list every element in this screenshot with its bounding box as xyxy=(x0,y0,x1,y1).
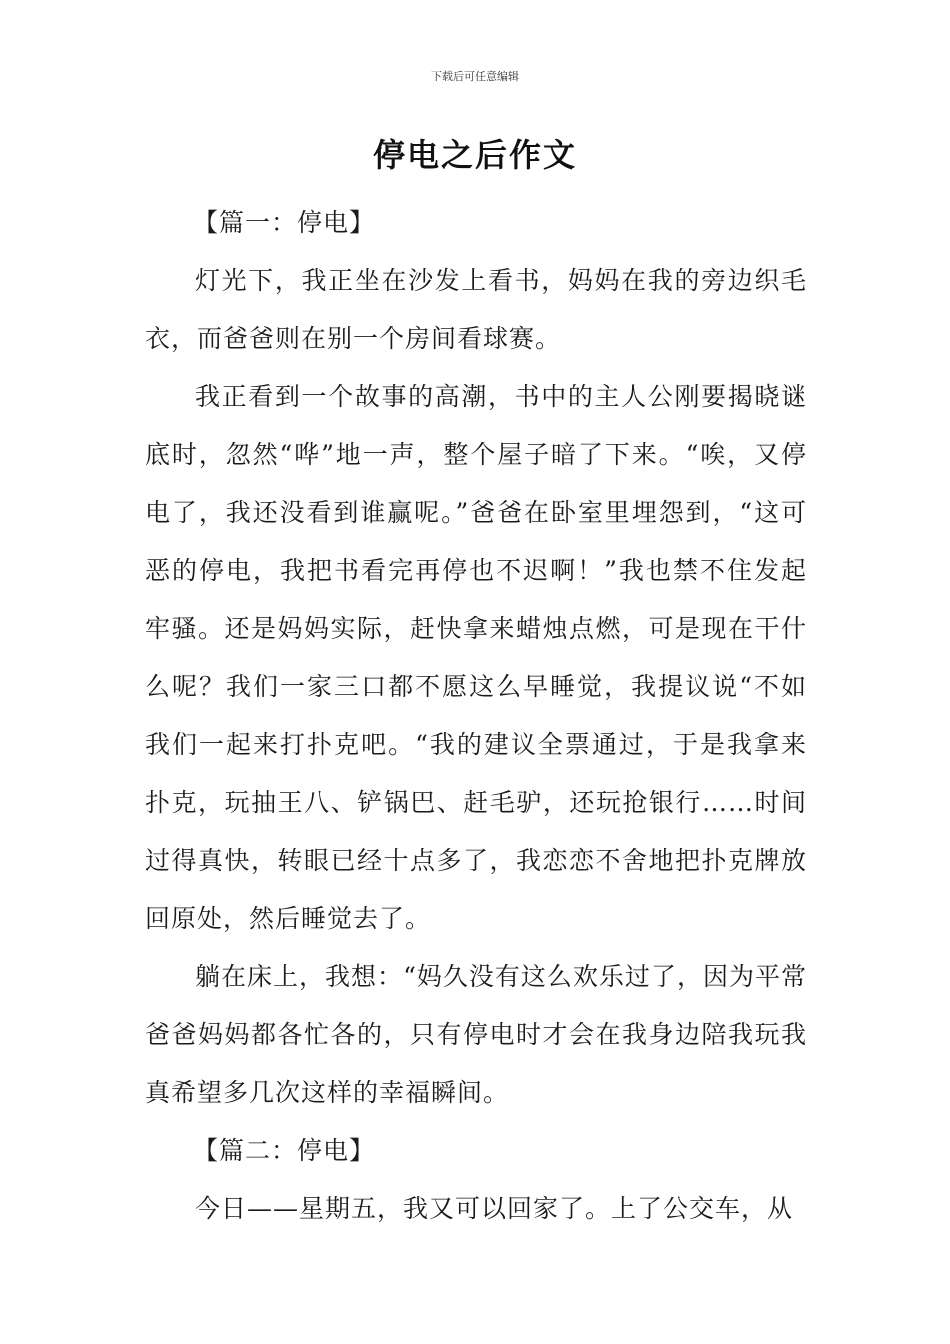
header-note: 下载后可任意编辑 xyxy=(431,70,519,83)
section-heading-1: 【篇一：停电】 xyxy=(193,208,376,237)
paragraph-4: 今日——星期五，我又可以回家了。上了公交车，从 xyxy=(195,1194,794,1223)
document-body xyxy=(145,194,807,1238)
paragraph-1: 灯光下，我正坐在沙发上看书，妈妈在我的旁边织毛衣，而爸爸则在别一个房间看球赛。 xyxy=(145,266,807,353)
paragraph-2: 我正看到一个故事的高潮，书中的主人公刚要揭晓谜底时，忽然“哗”地一声，整个屋子暗了下来。“唉，又停电了，我还没看到谁赢呢。”爸爸在卧室里埋怨到，“这可恶的停电，我把书看完再停也不迟啊！”我也禁不住发起牢骚。还是妈妈实际，赶快拿来蜡烛点燃，可是现在干什么呢？我们一家三口都不愿这么早睡觉，我提议说“不如我们一起来打扑克吧。“我的建议全票通过，于是我拿来扑克，玩抽王八、铲锅巴、赶毛驴，还玩抢银行……时间过得真快，转眼已经十点多了，我恋恋不舍地把扑克牌放回原处，然后睡觉去了。 xyxy=(145,382,807,933)
document-title: 停电之后作文 xyxy=(372,136,577,174)
paragraph-3: 躺在床上，我想：“妈久没有这么欢乐过了，因为平常爸爸妈妈都各忙各的，只有停电时才会在我身边陪我玩我真希望多几次这样的幸福瞬间。 xyxy=(145,962,807,1107)
section-heading-2: 【篇二：停电】 xyxy=(193,1136,376,1165)
